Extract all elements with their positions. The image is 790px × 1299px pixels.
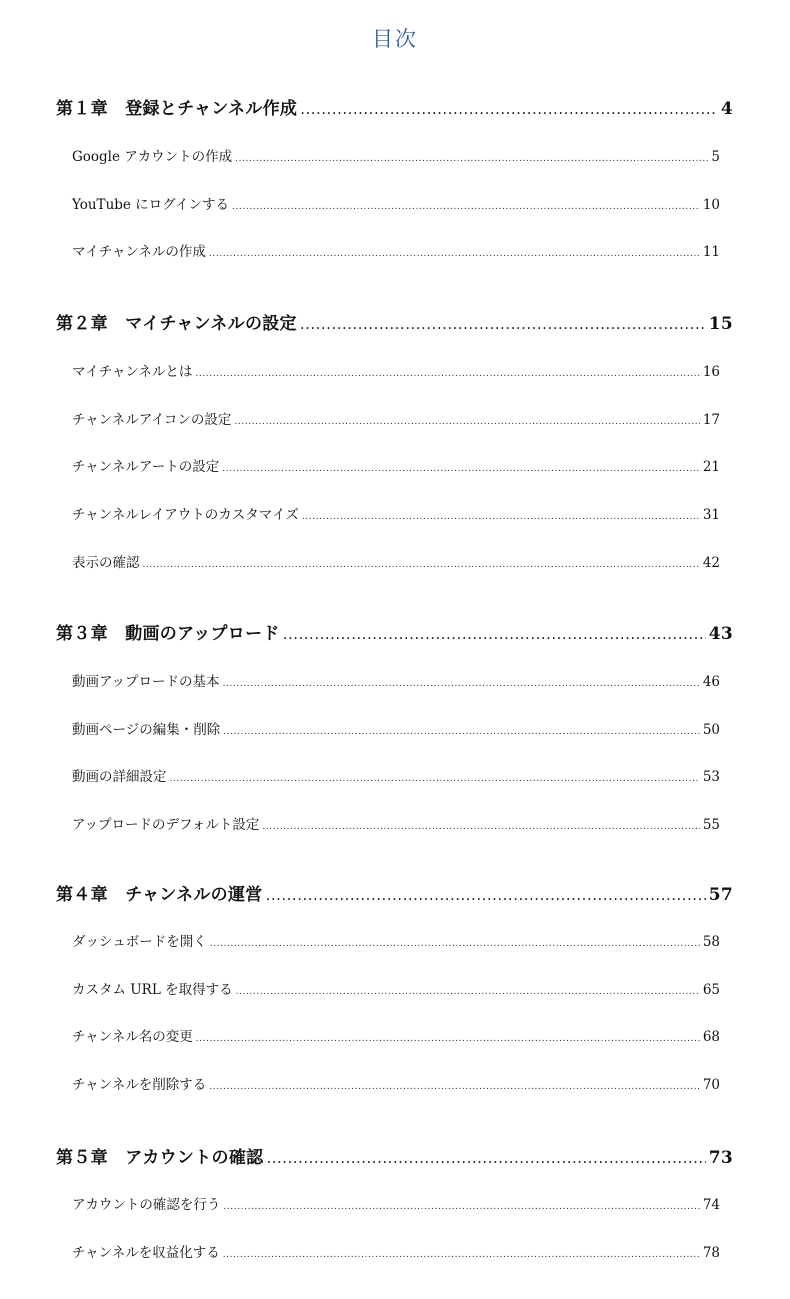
section-title: チャンネルアートの設定 [72, 459, 220, 475]
toc-section-item[interactable] [72, 1243, 720, 1265]
chapter-title: 第３章 動画のアップロード [56, 624, 280, 644]
section-page-number: 78 [702, 1245, 720, 1261]
toc-section-item[interactable] [72, 553, 720, 575]
section-title: 動画の詳細設定 [72, 769, 167, 785]
toc-section-item[interactable] [72, 815, 720, 837]
dot-leader [234, 412, 699, 432]
dot-leader [209, 244, 700, 264]
chapter-title: 第１章 登録とチャンネル作成 [56, 99, 298, 119]
section-title: YouTube にログインする [72, 197, 230, 213]
section-page-number: 16 [702, 364, 720, 380]
section-title: チャンネルレイアウトのカスタマイズ [72, 507, 299, 523]
toc-section-item[interactable] [72, 720, 720, 742]
toc-section-item[interactable] [72, 767, 720, 789]
section-title: マイチャンネルとは [72, 364, 193, 380]
dot-leader [170, 769, 700, 789]
section-page-number: 53 [702, 769, 720, 785]
section-page-number: 5 [711, 149, 720, 165]
section-title: Google アカウントの作成 [72, 149, 233, 165]
section-title: カスタム URL を取得する [72, 982, 233, 998]
section-page-number: 10 [702, 197, 720, 213]
section-title: アカウントの確認を行う [72, 1197, 221, 1213]
dot-leader [223, 1245, 700, 1265]
dot-leader [266, 1146, 705, 1170]
section-page-number: 42 [702, 555, 720, 571]
section-page-number: 31 [702, 507, 720, 523]
section-page-number: 68 [702, 1029, 720, 1045]
section-page-number: 65 [702, 982, 720, 998]
toc-section-item[interactable] [72, 672, 720, 694]
toc-section-item[interactable] [72, 1195, 720, 1217]
toc-section-item[interactable] [72, 980, 720, 1002]
dot-leader [209, 1077, 700, 1097]
dot-leader [210, 934, 700, 954]
chapter-page-number: 15 [708, 314, 733, 334]
dot-leader [223, 1197, 699, 1217]
dot-leader [223, 674, 700, 694]
section-page-number: 58 [702, 934, 720, 950]
toc-section-item[interactable] [72, 362, 720, 384]
section-title: チャンネルを収益化する [72, 1245, 220, 1261]
dot-leader [222, 459, 700, 479]
section-page-number: 11 [702, 244, 720, 260]
toc-title: 目次 [372, 27, 418, 51]
toc-section-item[interactable] [72, 195, 720, 217]
dot-leader [283, 622, 706, 646]
toc-section-item[interactable] [72, 147, 720, 169]
dot-leader [266, 883, 706, 907]
dot-leader [262, 817, 699, 837]
section-title: チャンネルアイコンの設定 [72, 412, 232, 428]
chapter-page-number: 4 [720, 99, 733, 119]
chapter-page-number: 57 [708, 885, 733, 905]
section-page-number: 55 [702, 817, 720, 833]
chapter-title: 第５章 アカウントの確認 [56, 1148, 264, 1168]
toc-chapter-4[interactable] [56, 883, 733, 907]
toc-chapter-2[interactable] [56, 312, 733, 336]
section-title: チャンネルを削除する [72, 1077, 207, 1093]
toc-chapter-5[interactable] [56, 1146, 733, 1170]
section-page-number: 50 [702, 722, 720, 738]
section-title: 動画ページの編集・削除 [72, 722, 221, 738]
dot-leader [195, 364, 699, 384]
dot-leader [196, 1029, 700, 1049]
section-title: チャンネル名の変更 [72, 1029, 193, 1045]
section-page-number: 17 [702, 412, 720, 428]
section-page-number: 21 [702, 459, 720, 475]
dot-leader [223, 722, 700, 742]
toc-section-item[interactable] [72, 457, 720, 479]
section-title: ダッシュボードを開く [72, 934, 207, 950]
dot-leader [300, 312, 706, 336]
chapter-title: 第２章 マイチャンネルの設定 [56, 314, 297, 334]
toc-section-item[interactable] [72, 410, 720, 432]
section-title: アップロードのデフォルト設定 [72, 817, 260, 833]
dot-leader [143, 555, 700, 575]
dot-leader [300, 97, 718, 121]
section-title: マイチャンネルの作成 [72, 244, 206, 260]
section-title: 動画アップロードの基本 [72, 674, 220, 690]
section-page-number: 46 [702, 674, 720, 690]
toc-section-item[interactable] [72, 932, 720, 954]
toc-section-item[interactable] [72, 242, 720, 264]
section-title: 表示の確認 [72, 555, 140, 571]
toc-chapter-1[interactable] [56, 97, 733, 121]
dot-leader [232, 197, 700, 217]
chapter-page-number: 73 [708, 1148, 733, 1168]
toc-section-item[interactable] [72, 1075, 720, 1097]
toc-section-item[interactable] [72, 1027, 720, 1049]
toc-section-item[interactable] [72, 505, 720, 527]
dot-leader [302, 507, 700, 527]
section-page-number: 74 [702, 1197, 720, 1213]
section-page-number: 70 [702, 1077, 720, 1093]
chapter-title: 第４章 チャンネルの運営 [56, 885, 263, 905]
toc-chapter-3[interactable] [56, 622, 733, 646]
dot-leader [235, 149, 708, 169]
chapter-page-number: 43 [708, 624, 733, 644]
dot-leader [236, 982, 700, 1002]
